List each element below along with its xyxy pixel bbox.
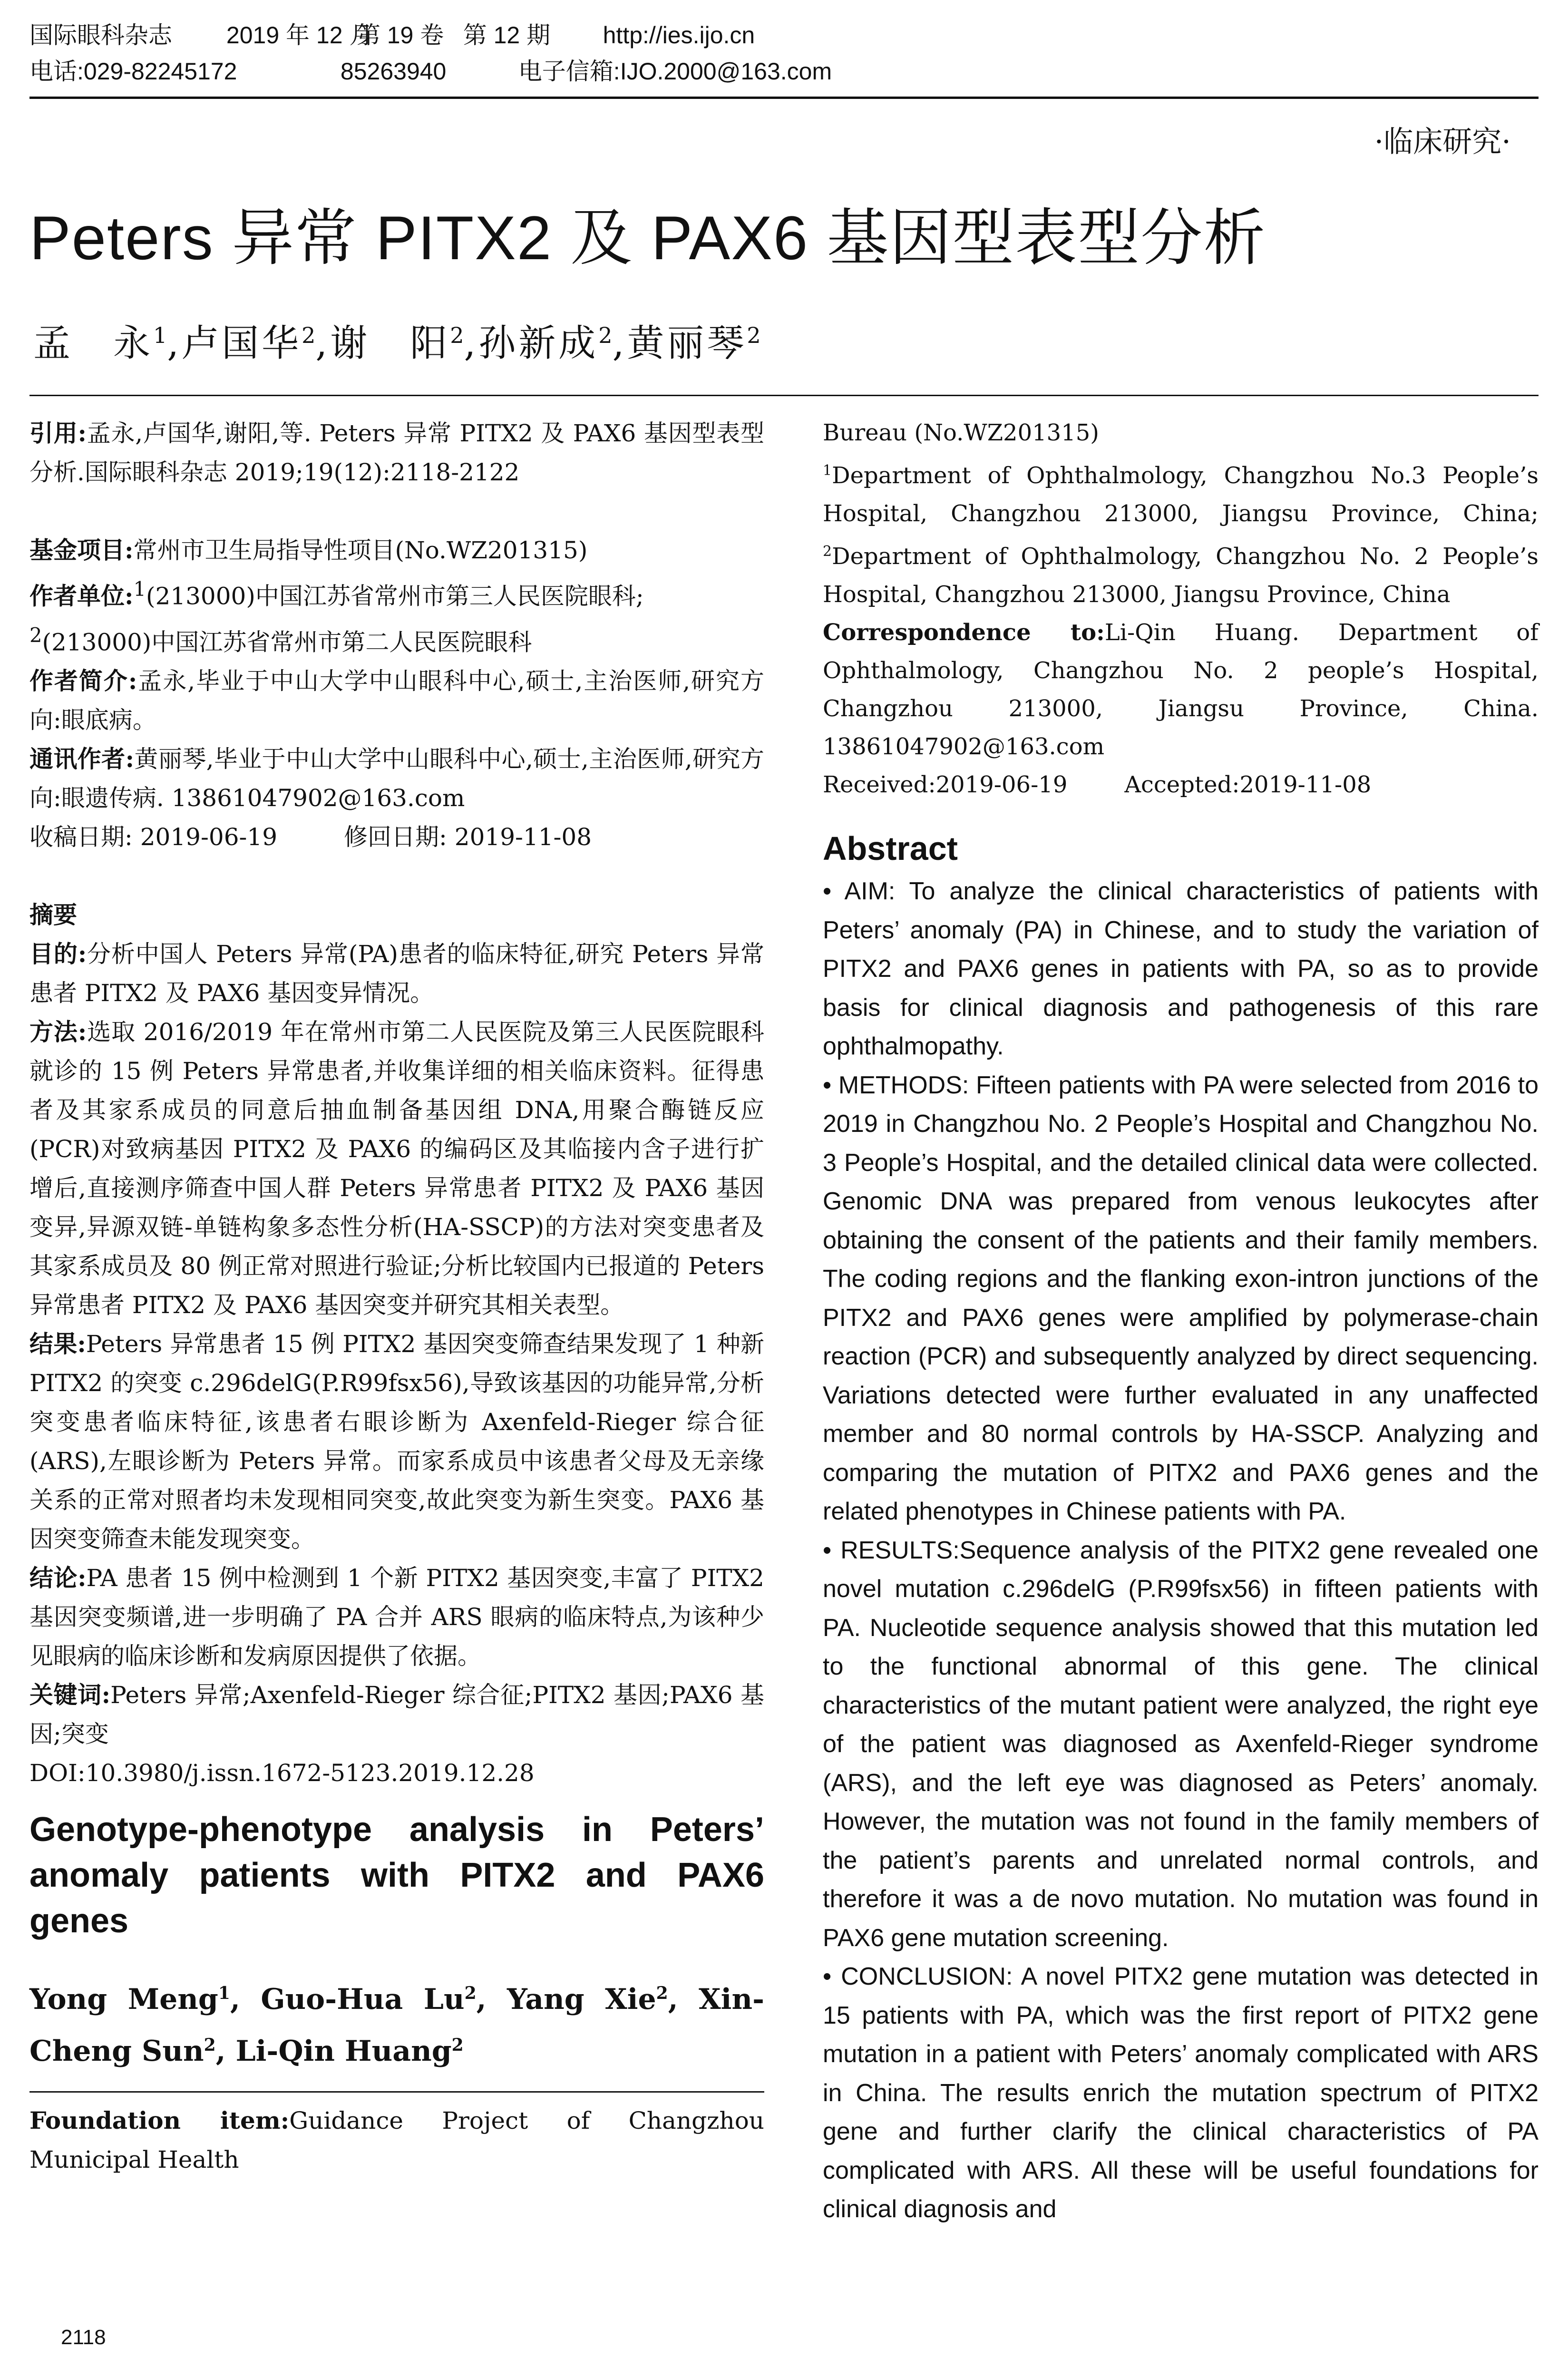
accepted-en: Accepted:2019-11-08 (1124, 771, 1372, 798)
author-aff: 2 (302, 322, 316, 348)
keywords-text: Peters 异常;Axenfeld-Rieger 综合征;PITX2 基因;PAX6 基因;突变 (29, 1681, 764, 1748)
foundation-item (29, 2101, 764, 2179)
author-name: 黄丽琴 (627, 322, 747, 365)
authors-cn: 孟 永$^1$,卢国华$^2$,谢 阳$^2$,孙新成$^2$,黄丽琴$^2$ (33, 322, 761, 365)
methods-en-text: Fifteen patients with PA were selected from 2016 to 2019 in Changzhou No. 2 People’s Hospital and Changzhou No. 3 People’s Hospital, and the detailed clinical data were collected. Genomic DNA was prepared from venous leukocytes after obtaining the consent of the patients and their family members. The coding regions and the flanking exon-intron junctions of the PITX2 and PAX6 genes were amplified by polymerase-chain reaction (PCR) and subsequently analyzed by direct sequencing. Variations detected were further evaluated in any unaffected member and 80 normal controls by HA-SSCP. Analyzing and comparing the mutation of PITX2 and PAX6 genes and the related phenotypes in Chinese patients with PA. (823, 1071, 1539, 1525)
bio-text: 孟永,毕业于中山大学中山眼科中心,硕士,主治医师,研究方向:眼底病。 (29, 667, 764, 734)
affiliations-en (823, 452, 1539, 614)
aim-en-text: To analyze the clinical characteristics of patients with Peters’ anomaly (PA) in Chinese, and to study the variation of PITX2 and PAX6 genes in patients with PA, so as to provide basis for clinical diagnosis and pathogenesis of this rare ophthalmopathy. (823, 877, 1539, 1060)
email: 电子信箱:IJO.2000@163.com (518, 58, 832, 85)
foundation-cont: Bureau (No.WZ201315) (823, 419, 1100, 446)
volume: 第 19 卷 (356, 22, 444, 49)
footnote-rule (29, 2091, 764, 2093)
corr-label: 通讯作者: (29, 745, 135, 773)
fund-label: 基金项目: (29, 536, 134, 564)
aim-label: 目的: (29, 940, 87, 968)
methods-text: 选取 2016/2019 年在常州市第二人民医院及第三人民医院眼科就诊的 15 例 Peters 异常患者,并收集详细的相关临床资料。征得患者及其家系成员的同意后抽血制备基因组 DNA,用聚合酶链反应(PCR)对致病基因 PITX2 及 PAX6 的编码区及其临接内含子进行扩增后,直接测序筛查中国人群 Peters 异常患者 PITX2 及 PAX6 基因变异,异源双链-单链构象多态性分析(HA-SSCP)的方法对突变患者及其家系成员及 80 例正常对照进行验证;分析比较国内已报道的 Peters 异常患者 PITX2 及 PAX6 基因突变并研究其相关表型。 (29, 1018, 764, 1319)
received-en: Received:2019-06-19 (823, 771, 1068, 798)
aff-1: Department of Ophthalmology, Changzhou No.3 People’s Hospital, Changzhou 213000, Jiangsu Province, China; (823, 462, 1539, 527)
methods-en (823, 1066, 1539, 1531)
corresponding (29, 740, 764, 818)
author-name-en: Li-Qin Huang (235, 2035, 452, 2068)
abstract-heading: Abstract (823, 830, 958, 867)
author-aff: 2 (598, 322, 613, 348)
author-aff-en: 2 (464, 1983, 477, 2004)
header-rule (29, 97, 1539, 99)
aff-sup: 2 (823, 543, 832, 560)
results-en-text: Sequence analysis of the PITX2 gene revealed one novel mutation c.296delG (P.R99fsx56) in fifteen patients with PA. Nucleotide sequence analysis showed that this mutation led to the functional abnormal of this gene. The clinical characteristics of the mutant patient were analyzed, the right eye of the patient was diagnosed as Axenfeld-Rieger syndrome (ARS), and the left eye was diagnosed as Peters’ anomaly. However, the mutation was not found in the family members of the patient’s parents and unrelated normal controls, and therefore it was a de novo mutation. No mutation was found in PAX6 gene mutation screening. (823, 1536, 1539, 1952)
author-name: 谢 阳 (330, 322, 450, 365)
correspondence-label: Correspondence to: (823, 619, 1105, 646)
abstract-cn-heading: 摘要 (29, 901, 77, 929)
author-aff-en: 2 (451, 2035, 464, 2056)
citation (29, 414, 764, 492)
phone: 电话:029-82245172 (29, 58, 237, 85)
conclusion-en (823, 1958, 1539, 2229)
corr-text: 黄丽琴,毕业于中山大学中山眼科中心,硕士,主治医师,研究方向:眼遗传病. 13861047902@163.com (29, 745, 764, 812)
header-row-1 (29, 17, 1539, 53)
english-authors: Yong Meng$^1$, Guo-Hua Lu$^2$, Yang Xie$^2$, Xin-Cheng Sun$^2$, Li-Qin Huang$^2$ (29, 1983, 764, 2068)
revised-date: 修回日期: 2019-11-08 (344, 823, 592, 851)
unit (29, 570, 764, 662)
bio-label: 作者简介: (29, 667, 137, 695)
author-name: 孙新成 (478, 322, 599, 365)
conclusion-cn (29, 1559, 764, 1676)
journal-url: http://ies.ijo.cn (603, 22, 755, 49)
journal-header (29, 17, 1539, 89)
right-column (823, 414, 1539, 2229)
keywords-label: 关键词: (29, 1681, 111, 1709)
results-en-label: • RESULTS: (823, 1536, 960, 1564)
title-rule (29, 395, 1539, 396)
results-text: Peters 异常患者 15 例 PITX2 基因突变筛查结果发现了 1 种新 PITX2 的突变 c.296delG(P.R99fsx56),导致该基因的功能异常,分析突变患者临床特征,该患者右眼诊断为 Axenfeld-Rieger 综合征(ARS),左眼诊断为 Peters 异常。而家系成员中该患者父母及无亲缘关系的正常对照者均未发现相同突变,故此突变为新生突变。PAX6 基因突变筛查未能发现突变。 (29, 1330, 764, 1553)
page-number: 2118 (61, 2326, 106, 2349)
methods-en-label: • METHODS: (823, 1071, 969, 1099)
methods-cn (29, 1013, 764, 1325)
author-name-en: Xin-Cheng Sun (29, 1983, 764, 2068)
conclusion-en-label: • CONCLUSION: (823, 1963, 1013, 1990)
aff-2: Department of Ophthalmology, Changzhou No. 2 People’s Hospital, Changzhou 213000, Jiangsu Province, China (823, 543, 1539, 608)
unit-2: (213000)中国江苏省常州市第二人民医院眼科 (42, 628, 532, 656)
methods-label: 方法: (29, 1018, 87, 1046)
author-name-en: Yong Meng (29, 1983, 218, 2017)
correspondence-en (823, 614, 1539, 766)
aff-sup: 1 (823, 462, 832, 479)
author-aff: 2 (747, 322, 761, 348)
foundation-label: Foundation item: (29, 2106, 290, 2135)
correspondence-text: Li-Qin Huang. Department of Ophthalmology, Changzhou No. 2 people’s Hospital, Changzhou 213000, Jiangsu Province, China. 13861047902@163.com (823, 619, 1539, 760)
results-label: 结果: (29, 1330, 86, 1358)
aim-text: 分析中国人 Peters 异常(PA)患者的临床特征,研究 Peters 异常患者 PITX2 及 PAX6 基因变异情况。 (29, 940, 764, 1007)
dates (29, 818, 764, 857)
unit-sup: 2 (29, 623, 42, 647)
author-aff-en: 1 (218, 1983, 230, 2004)
aim-en (823, 872, 1539, 1066)
journal-name: 国际眼科杂志 (29, 22, 172, 49)
unit-sup: 1 (133, 577, 146, 601)
left-column (29, 414, 764, 2179)
header-row-2 (29, 53, 1539, 89)
phone-2: 85263940 (340, 58, 447, 85)
article-title: Peters 异常 PITX2 及 PAX6 基因型表型分析 (29, 203, 1266, 273)
unit-1: (213000)中国江苏省常州市第三人民医院眼科; (146, 582, 644, 610)
citation-label: 引用: (29, 419, 87, 447)
fund (29, 531, 764, 570)
doi: DOI:10.3980/j.issn.1672-5123.2019.12.28 (29, 1759, 535, 1787)
author-aff: 2 (450, 322, 464, 348)
author-name-en: Guo-Hua Lu (261, 1983, 465, 2017)
foundation-text: Guidance Project of Changzhou Municipal Health (29, 2107, 765, 2174)
fund-text: 常州市卫生局指导性项目(No.WZ201315) (133, 536, 588, 564)
bio (29, 662, 764, 740)
citation-text: 孟永,卢国华,谢阳,等. Peters 异常 PITX2 及 PAX6 基因型表型分析.国际眼科杂志 2019;19(12):2118-2122 (29, 419, 764, 486)
author-aff: 1 (153, 322, 167, 348)
issue: 第 12 期 (463, 22, 551, 49)
author-name-en: Yang Xie (507, 1983, 656, 2017)
dates-en (823, 766, 1539, 804)
author-name: 卢国华 (182, 322, 302, 365)
author-name: 孟 永 (33, 322, 154, 365)
author-aff-en: 2 (656, 1983, 668, 2004)
aim-en-label: • AIM: (823, 877, 896, 905)
conclusion-text: PA 患者 15 例中检测到 1 个新 PITX2 基因突变,丰富了 PITX2 基因突变频谱,进一步明确了 PA 合并 ARS 眼病的临床特点,为该种少见眼病的临床诊断和发病原因提供了依据。 (29, 1564, 764, 1670)
results-en (823, 1531, 1539, 1958)
aim-cn (29, 935, 764, 1013)
english-title: Genotype-phenotype analysis in Peters’ anomaly patients with PITX2 and PAX6 genes (29, 1811, 764, 1940)
conclusion-en-text: A novel PITX2 gene mutation was detected in 15 patients with PA, which was the first report of PITX2 gene mutation in a patient with Peters’ anomaly complicated with ARS in China. The results enrich the mutation spectrum of PITX2 gene and further clarify the clinical characteristics of PA complicated with ARS. All these will be useful foundations for clinical diagnosis and (823, 1963, 1539, 2223)
keywords-cn (29, 1676, 764, 1754)
conclusion-label: 结论: (29, 1564, 87, 1592)
unit-label: 作者单位: (29, 582, 134, 610)
section-label: ·临床研究· (1374, 124, 1511, 159)
received-date: 收稿日期: 2019-06-19 (29, 823, 278, 851)
results-cn (29, 1325, 764, 1559)
issue-date: 2019 年 12 月 (226, 22, 373, 49)
author-aff-en: 2 (204, 2035, 216, 2056)
